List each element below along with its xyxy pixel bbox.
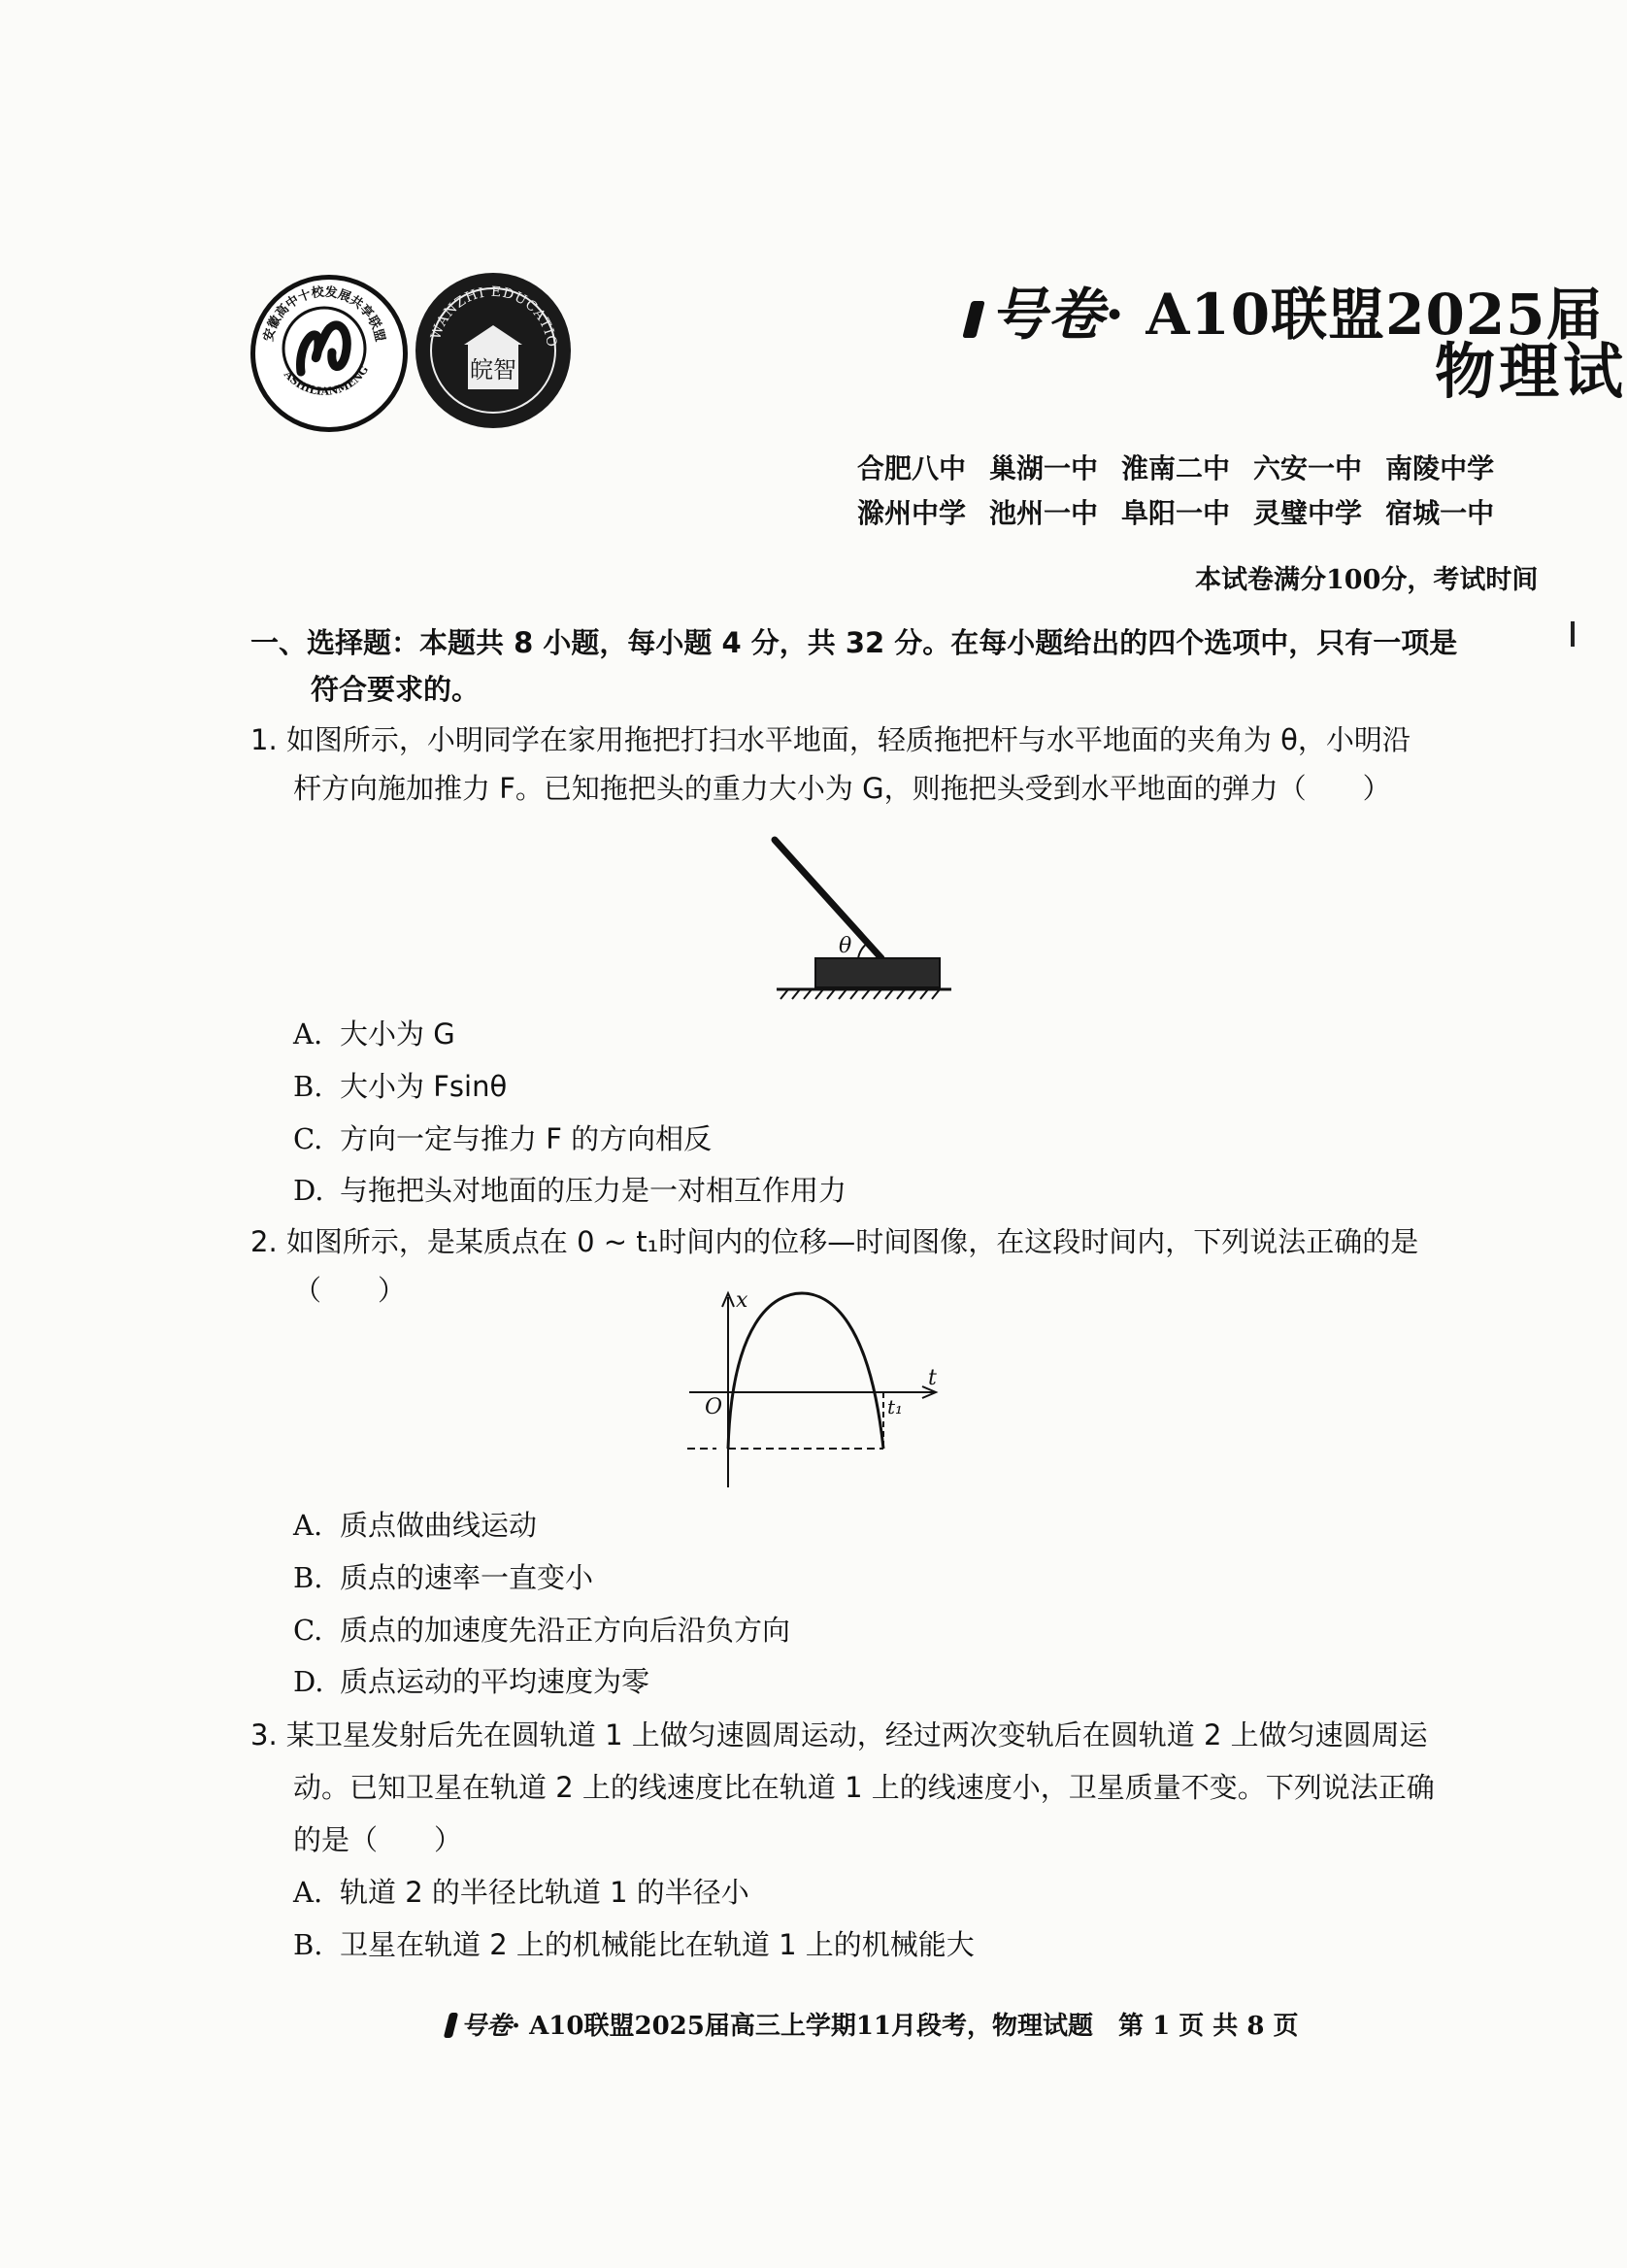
question-2-option-b: B. 质点的速率一直变小 [293, 1561, 594, 1594]
question-3-line-3: 的是（ ） [293, 1823, 463, 1856]
question-1-option-d: D. 与拖把头对地面的压力是一对相互作用力 [293, 1174, 847, 1207]
pen-icon [444, 2013, 458, 2038]
question-1-option-c: C. 方向一定与推力 F 的方向相反 [293, 1122, 713, 1155]
xt-graph [680, 1284, 951, 1497]
alliance-bottom-text: ASHILIANMENG [281, 363, 372, 398]
schools-row-1: 合肥八中 巢湖一中 淮南二中 六安一中 南陵中学 [857, 452, 1495, 484]
section-heading: 一、选择题：本题共 8 小题，每小题 4 分，共 32 分。在每小题给出的四个选项中，只有一项是 [250, 626, 1458, 659]
pen-icon [962, 301, 984, 338]
theta-label: θ [839, 934, 852, 958]
mop-head [815, 958, 940, 987]
wanzhi-center-text: 皖智 [470, 356, 516, 384]
alliance-logo [250, 275, 408, 432]
question-3-line-2: 动。已知卫星在轨道 2 上的线速度比在轨道 1 上的线速度小，卫星质量不变。下列说法正确 [293, 1771, 1435, 1804]
question-1-line-1: 1. 如图所示，小明同学在家用拖把打扫水平地面，轻质拖把杆与水平地面的夹角为 θ，小明沿 [250, 723, 1411, 756]
question-1-line-2: 杆方向施加推力 F。已知拖把头的重力大小为 G，则拖把头受到水平地面的弹力（ ） [293, 772, 1391, 805]
section-heading-cont: 符合要求的。 [311, 673, 481, 706]
question-3-option-b: B. 卫星在轨道 2 上的机械能比在轨道 1 上的机械能大 [293, 1928, 975, 1961]
angle-arc [858, 943, 868, 958]
question-1-option-b: B. 大小为 Fsinθ [293, 1070, 508, 1103]
question-3-option-a: A. 轨道 2 的半径比轨道 1 的半径小 [293, 1876, 749, 1909]
question-2-line-2: （ ） [293, 1274, 407, 1307]
exam-note: 本试卷满分100分，考试时间 [1195, 565, 1539, 595]
question-2-line-1: 2. 如图所示，是某质点在 0 ~ t₁时间内的位移—时间图像，在这段时间内，下列说法正确的是 [250, 1225, 1419, 1258]
origin-label: O [705, 1395, 723, 1419]
question-2-option-d: D. 质点运动的平均速度为零 [293, 1665, 650, 1698]
page-footer: 号卷· A10联盟2025届高三上学期11月段考，物理试题 第 1 页 共 8 页 [447, 2006, 1298, 2042]
displacement-curve [728, 1293, 883, 1449]
brand-script: 号卷 [990, 282, 1106, 348]
question-1-option-a: A. 大小为 G [293, 1017, 455, 1051]
wanzhi-logo [415, 273, 571, 428]
t-axis-label: t [928, 1366, 937, 1390]
subject-title: 物理试 [1435, 336, 1627, 407]
question-2-option-c: C. 质点的加速度先沿正方向后沿负方向 [293, 1614, 791, 1647]
schools-row-2: 滁州中学 池州一中 阜阳一中 灵璧中学 宿城一中 [857, 497, 1495, 529]
question-2-option-a: A. 质点做曲线运动 [293, 1509, 538, 1542]
wanzhi-ring-text: WANZHI EDUCATIO [428, 284, 560, 350]
svg-text:ASHILIANMENG [281, 363, 371, 397]
t1-label: t₁ [887, 1395, 904, 1418]
alliance-ring-text: 安徽高中十校发展共享联盟 [261, 284, 387, 344]
brand-title: · A10联盟2025届 [1105, 282, 1604, 348]
mop-figure [767, 830, 961, 1015]
x-axis-label: x [736, 1288, 748, 1313]
question-3-line-1: 3. 某卫星发射后先在圆轨道 1 上做匀速圆周运动，经过两次变轨后在圆轨道 2 上做匀速圆周运 [250, 1718, 1428, 1751]
margin-mark [1571, 621, 1575, 647]
mop-handle [775, 840, 881, 958]
